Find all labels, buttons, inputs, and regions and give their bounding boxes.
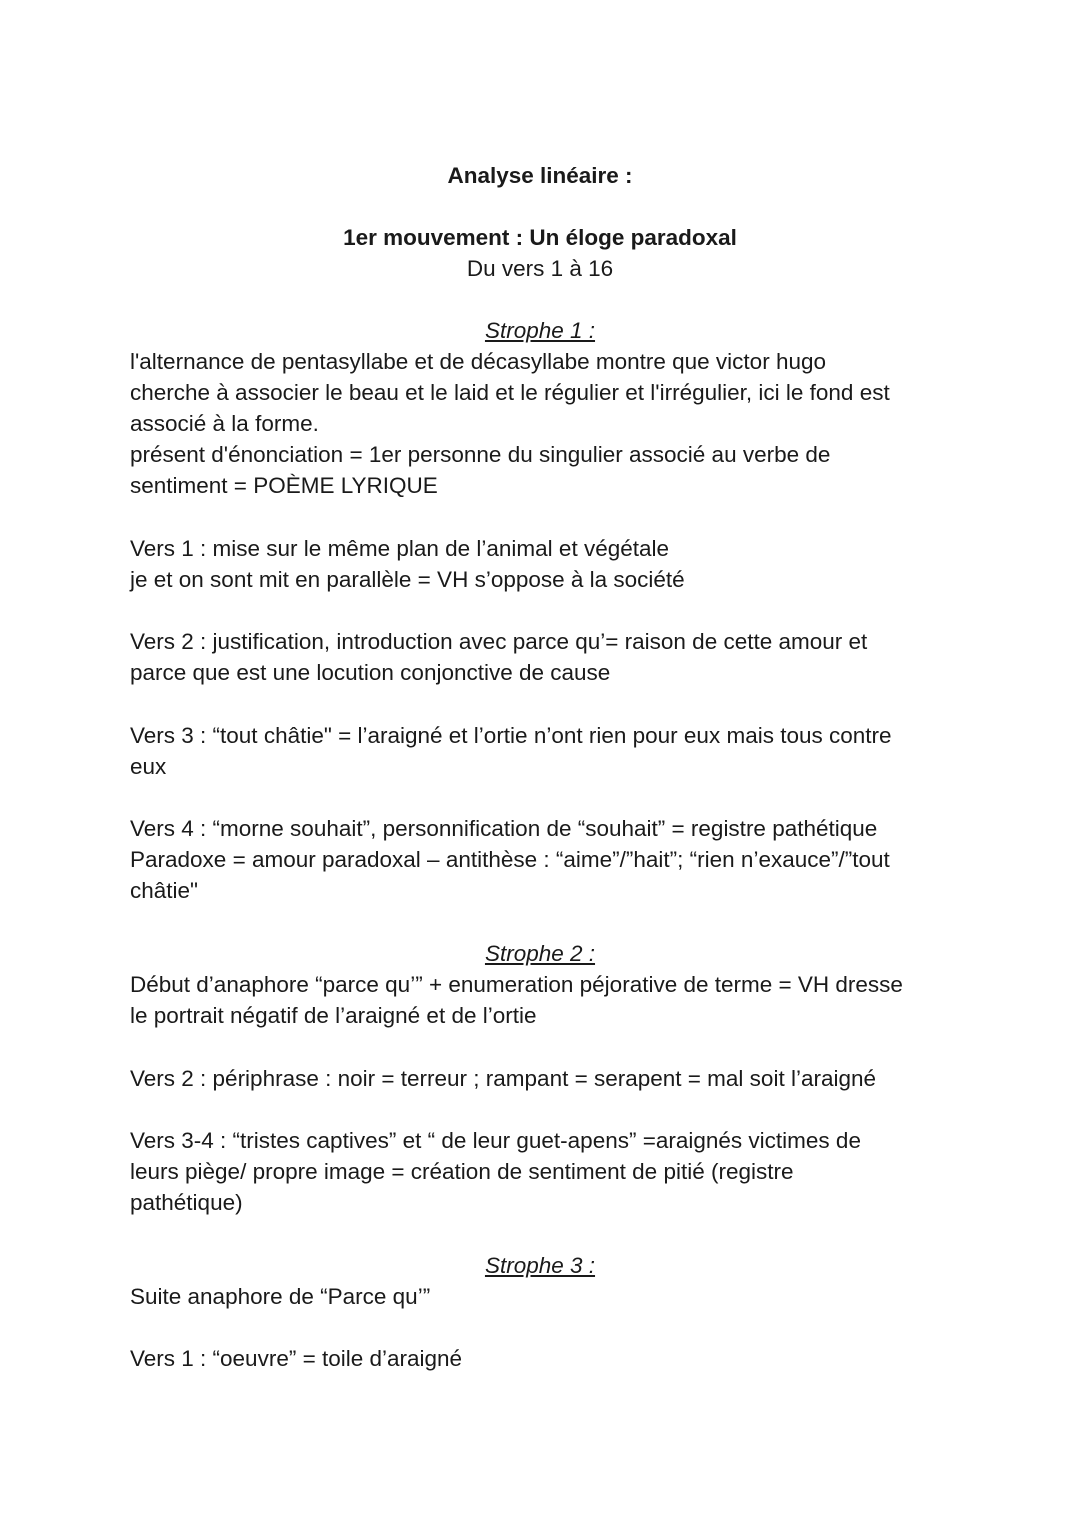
strophe-3-vers-1-line: Vers 1 : “oeuvre” = toile d’araigné (130, 1346, 463, 1371)
strophe-2-vers-3-4-line: pathétique) (130, 1190, 243, 1215)
strophe-2-intro-line: le portrait négatif de l’araigné et de l’ortie (130, 1003, 537, 1028)
strophe-1-vers-1-line: Vers 1 : mise sur le même plan de l’animal et végétale (130, 536, 670, 561)
strophe-1-vers-2-line: Vers 2 : justification, introduction avec parce qu’= raison de cette amour et (130, 629, 868, 654)
strophe-1-vers-2-line: parce que est une locution conjonctive de cause (130, 660, 611, 685)
movement-range: Du vers 1 à 16 (466, 256, 614, 281)
strophe-1-vers-3-line: eux (130, 754, 167, 779)
strophe-1-intro-line: l'alternance de pentasyllabe et de décasyllabe montre que victor hugo (130, 349, 826, 374)
strophe-2-vers-2-line: Vers 2 : périphrase : noir = terreur ; rampant = serapent = mal soit l’araigné (130, 1066, 877, 1091)
strophe-1-vers-4-line: Vers 4 : “morne souhait”, personnification de “souhait” = registre pathétique (130, 816, 878, 841)
strophe-1-vers-1-line: je et on sont mit en parallèle = VH s’oppose à la société (130, 567, 685, 592)
strophe-1-vers-4-line: Paradoxe = amour paradoxal – antithèse : “aime”/”hait”; “rien n’exauce”/”tout (130, 847, 890, 872)
strophe-1-vers-4-line: châtie" (130, 878, 199, 903)
strophe-1-intro-line: présent d'énonciation = 1er personne du singulier associé au verbe de (130, 442, 831, 467)
document-title: Analyse linéaire : (447, 163, 633, 188)
strophe-3-intro-line: Suite anaphore de “Parce qu’” (130, 1284, 431, 1309)
strophe-3-heading: Strophe 3 : (484, 1253, 596, 1278)
movement-title: 1er mouvement : Un éloge paradoxal (343, 225, 737, 250)
strophe-2-heading: Strophe 2 : (484, 941, 596, 966)
strophe-1-intro-line: cherche à associer le beau et le laid et le régulier et l'irrégulier, ici le fond est (130, 380, 890, 405)
strophe-2-intro-line: Début d’anaphore “parce qu’” + enumeration péjorative de terme = VH dresse (130, 972, 903, 997)
strophe-1-vers-3-line: Vers 3 : “tout châtie" = l’araigné et l’ortie n’ont rien pour eux mais tous contre (130, 723, 892, 748)
strophe-1-intro-line: sentiment = POÈME LYRIQUE (130, 473, 438, 498)
strophe-1-heading: Strophe 1 : (484, 318, 596, 343)
strophe-2-vers-3-4-line: leurs piège/ propre image = création de sentiment de pitié (registre (130, 1159, 794, 1184)
strophe-2-vers-3-4-line: Vers 3-4 : “tristes captives” et “ de leur guet-apens” =araignés victimes de (130, 1128, 861, 1153)
strophe-1-intro-line: associé à la forme. (130, 411, 319, 436)
